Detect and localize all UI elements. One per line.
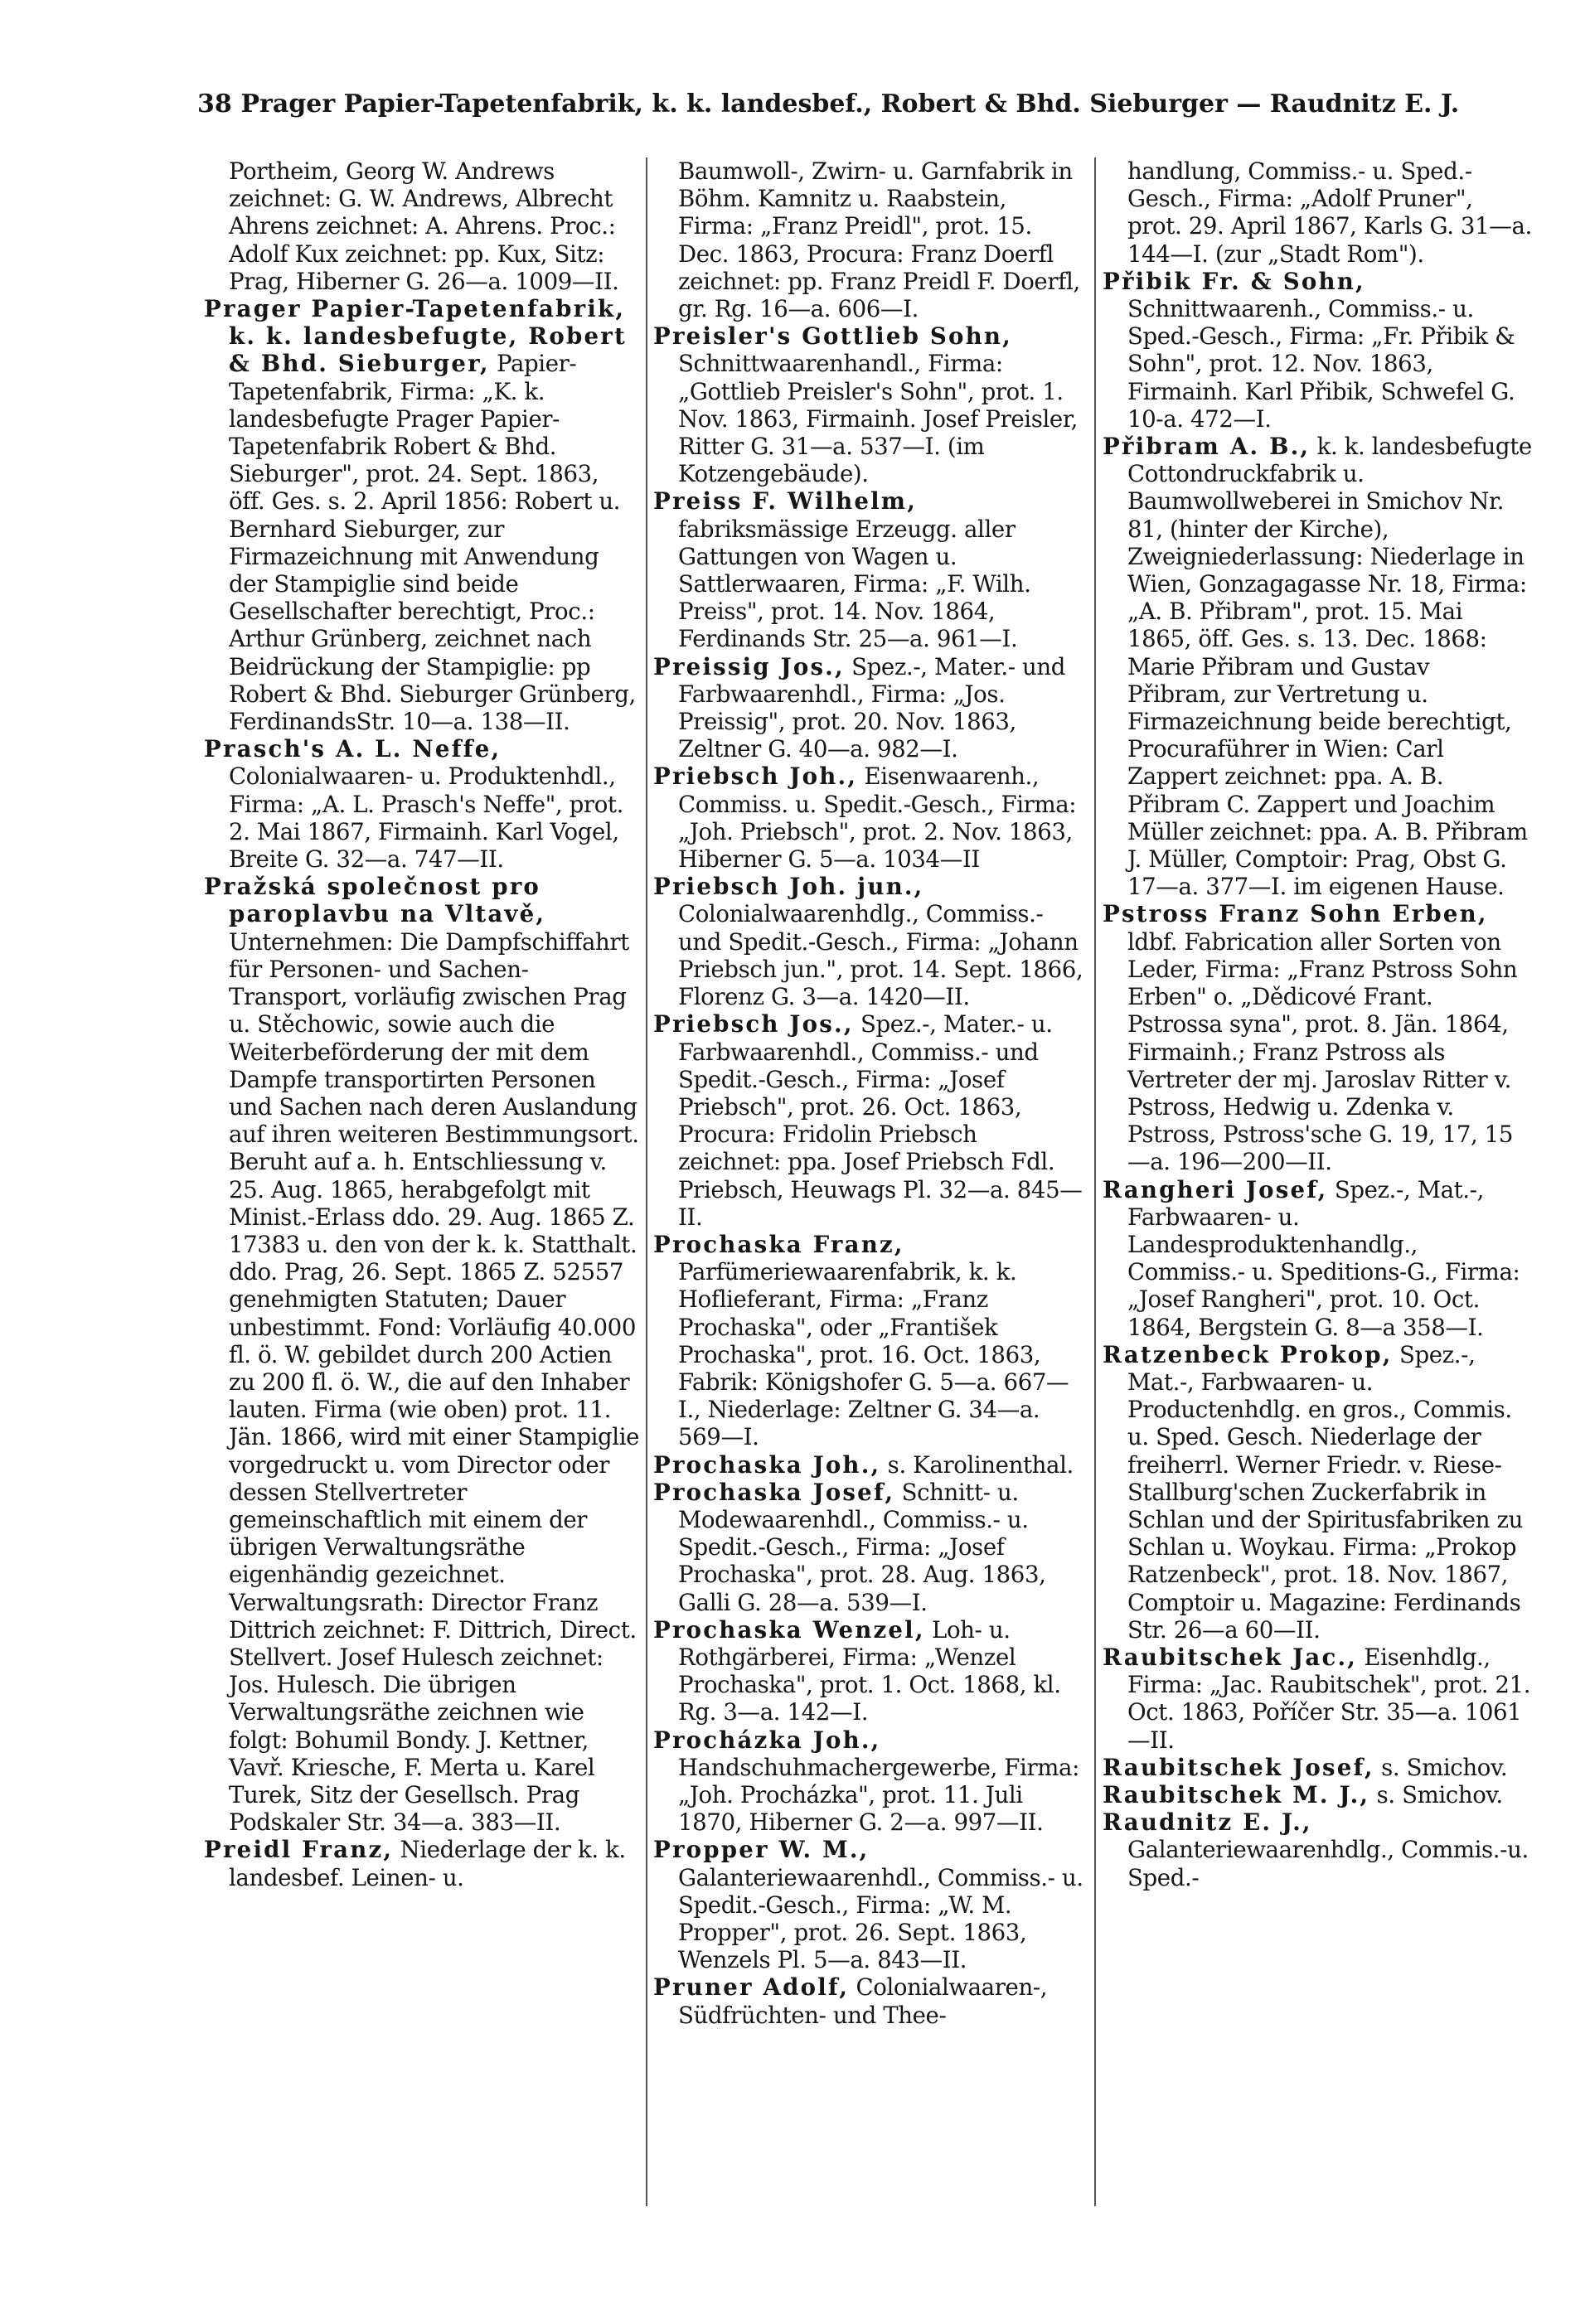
entry-name: Prochaska Franz, xyxy=(653,1230,904,1258)
entry-text: Spez.-, Mat.-, Farbwaaren- u. Productenhdlg. en gros., Commis. u. Sped. Gesch. Niederlage der freiherrl. Werner Friedr. v. Riese-Stallburg'schen Zuckerfabrik in Schlan und der Spiritusfabriken zu Schlan u. Woykau. Firma: „Prokop Ratzenbeck", prot. 18. Nov. 1867, Comptoir u. Magazine: Ferdinands Str. 26—a 60—II. xyxy=(1127,1340,1523,1644)
entry-text: Loh- u. Rothgärberei, Firma: „Wenzel Prochaska", prot. 1. Oct. 1868, kl. Rg. 3—a. 142—I. xyxy=(678,1615,1061,1726)
directory-entry xyxy=(204,295,640,735)
directory-entry xyxy=(653,763,1084,873)
entry-name: Pruner Adolf, xyxy=(653,1973,850,2002)
entry-text: fabriksmässige Erzeugg. aller Gattungen von Wagen u. Sattlerwaaren, Firma: „F. Wilh. Preiss", prot. 14. Nov. 1864, Ferdinands Str. 25—a. 961—I. xyxy=(678,515,1031,653)
entry-text: Schnittwaarenhandl., Firma: „Gottlieb Preisler's Sohn", prot. 1. Nov. 1863, Firmainh. Josef Preisler, Ritter G. 31—a. 537—I. (im Kotzengebäude). xyxy=(678,350,1078,488)
entry-name: Rangheri Josef, xyxy=(1103,1175,1328,1203)
entry-text: Handschuhmachergewerbe, Firma: „Joh. Procházka", prot. 11. Juli 1870, Hiberner G. 2—a. 997—II. xyxy=(678,1753,1079,1837)
entry-name: Prager Papier-Tapetenfabrik, k. k. landesbefugte, Robert & Bhd. Sieburger, xyxy=(204,295,627,378)
entry-text: Eisenwaarenh., Commiss. u. Spedit.-Gesch., Firma: „Joh. Priebsch", prot. 2. Nov. 1863, Hiberner G. 5—a. 1034—II xyxy=(678,763,1077,874)
entry-continuation xyxy=(653,157,1084,322)
directory-entry xyxy=(204,873,640,1836)
directory-entry xyxy=(653,1451,1084,1479)
entry-text: Unternehmen: Die Dampfschiffahrt für Personen- und Sachen-Transport, vorläufig zwischen Prag u. Stěchowic, sowie auch die Weiterbeförderung der mit dem Dampfe transportirten Personen und Sachen nach deren Auslandung auf ihren weiteren Bestimmungsort. Beruht auf a. h. Entschliessung v. 25. Aug. 1865, herabgefolgt mit Minist.-Erlass ddo. 29. Aug. 1865 Z. 17383 u. den von der k. k. Statthalt. ddo. Prag, 26. Sept. 1865 Z. 52557 genehmigten Statuten; Dauer unbestimmt. Fond: Vorläufig 40.000 fl. ö. W. gebildet durch 200 Actien zu 200 fl. ö. W., die auf den Inhaber lauten. Firma (wie oben) prot. 11. Jän. 1866, wird mit einer Stampiglie vorgedruckt u. vom Director oder dessen Stellvertreter gemeinschaftlich mit einem der übrigen Verwaltungsräthe eigenhändig gezeichnet. Verwaltungsrath: Director Franz Dittrich zeichnet: F. Dittrich, Direct. Stellvert. Josef Hulesch zeichnet: Jos. Hulesch. Die übrigen Verwaltungsräthe zeichnen wie folgt: Bohumil Bondy. J. Kettner, Vavř. Kriesche, F. Merta u. Karel Turek, Sitz der Gesellsch. Prag Podskaler Str. 34—a. 383—II. xyxy=(229,927,640,1837)
column-left xyxy=(204,157,640,1891)
directory-entry xyxy=(653,873,1084,1010)
directory-entry xyxy=(1103,1808,1532,1891)
entry-text: ldbf. Fabrication aller Sorten von Leder, Firma: „Franz Pstross Sohn Erben" o. „Dědicové Frant. Pstrossa syna", prot. 8. Jän. 1864, Firmainh.; Franz Pstross als Vertreter der mj. Jaroslav Ritter v. Pstross, Hedwig u. Zdenka v. Pstross, Pstross'sche G. 19, 17, 15—a. 196—200—II. xyxy=(1127,927,1518,1176)
entry-text: Colonialwaaren-, Südfrüchten- und Thee- xyxy=(678,1973,1048,2029)
directory-entry xyxy=(1103,1644,1532,1754)
entry-text: Portheim, Georg W. Andrews zeichnet: G. W. Andrews, Albrecht Ahrens zeichnet: A. Ahrens. Proc.: Adolf Kux zeichnet: pp. Kux, Sitz: Prag, Hiberner G. 26—a. 1009—II. xyxy=(229,157,619,295)
entry-name: Raubitschek Jac., xyxy=(1103,1643,1358,1671)
entry-name: Ratzenbeck Prokop, xyxy=(1103,1340,1393,1368)
directory-entry xyxy=(1103,900,1532,1175)
entry-text: Spez.-, Mat.-, Farbwaaren- u. Landesproduktenhandlg., Commiss.- u. Speditions-G., Firma: „Josef Rangheri", prot. 10. Oct. 1864, Bergstein G. 8—a 358—I. xyxy=(1127,1175,1520,1341)
directory-entry xyxy=(653,1726,1084,1837)
entry-text: s. Smichov. xyxy=(1374,1753,1508,1781)
directory-entry xyxy=(653,1231,1084,1451)
entry-name: Prochaska Wenzel, xyxy=(653,1615,925,1644)
entry-text: handlung, Commiss.- u. Sped.-Gesch., Firma: „Adolf Pruner", prot. 29. April 1867, Karls G. 31—a. 144—I. (zur „Stadt Rom"). xyxy=(1127,157,1532,268)
directory-entry xyxy=(653,1973,1084,2028)
entry-name: Priebsch Jos., xyxy=(653,1010,854,1039)
entry-name: Preissig Jos., xyxy=(653,652,845,680)
directory-entry xyxy=(653,322,1084,487)
directory-entry xyxy=(1103,1754,1532,1781)
entry-name: Priebsch Joh., xyxy=(653,763,858,791)
entry-text: s. Karolinenthal. xyxy=(880,1450,1074,1479)
directory-entry xyxy=(204,735,640,873)
directory-entry xyxy=(653,1479,1084,1616)
entry-text: Parfümeriewaarenfabrik, k. k. Hoflieferant, Firma: „Franz Prochaska", oder „František Prochaska", prot. 16. Oct. 1863, Fabrik: Königshofer G. 5—a. 667—I., Niederlage: Zeltner G. 34—a. 569—I. xyxy=(678,1258,1069,1451)
entry-name: Propper W. M., xyxy=(653,1836,870,1864)
entry-continuation xyxy=(1103,157,1532,268)
entry-name: Preisler's Gottlieb Sohn, xyxy=(653,322,1012,351)
entry-name: Preidl Franz, xyxy=(204,1836,394,1864)
directory-entry xyxy=(204,1836,640,1891)
directory-entry xyxy=(1103,433,1532,900)
entry-name: Prochaska Josef, xyxy=(653,1478,895,1506)
entry-name: Raudnitz E. J., xyxy=(1103,1808,1312,1837)
column-right xyxy=(1103,157,1532,1891)
entry-name: Raubitschek Josef, xyxy=(1103,1753,1374,1781)
entry-name: Pstross Franz Sohn Erben, xyxy=(1103,900,1488,928)
directory-entry xyxy=(653,487,1084,652)
entry-name: Raubitschek M. J., xyxy=(1103,1780,1370,1808)
entry-text: Galanteriewaarenhdlg., Commis.-u. Sped.- xyxy=(1127,1836,1529,1891)
directory-entry xyxy=(653,1836,1084,1973)
entry-text: Galanteriewaarenhdl., Commiss.- u. Spedit.-Gesch., Firma: „W. M. Propper", prot. 26. Sept. 1863, Wenzels Pl. 5—a. 843—II. xyxy=(678,1863,1083,1974)
entry-name: Priebsch Joh. jun., xyxy=(653,873,924,901)
running-head-title: Prager Papier-Tapetenfabrik, k. k. landesbef., Robert & Bhd. Sieburger — Raudnitz E. J. xyxy=(240,90,1460,119)
entry-name: Přibik Fr. & Sohn, xyxy=(1103,267,1365,295)
entry-name: Prasch's A. L. Neffe, xyxy=(204,735,502,763)
directory-entry xyxy=(1103,268,1532,433)
directory-entry xyxy=(653,1616,1084,1726)
directory-entry xyxy=(1103,1781,1532,1808)
entry-text: Spez.-, Mater.- und Farbwaarenhdl., Firma: „Jos. Preissig", prot. 20. Nov. 1863, Zeltner G. 40—a. 982—I. xyxy=(678,652,1065,763)
entry-text: Papier-Tapetenfabrik, Firma: „K. k. landesbefugte Prager Papier-Tapetenfabrik Robert & Bhd. Sieburger", prot. 24. Sept. 1863, öff. Ges. s. 2. April 1856: Robert u. Bernhard Sieburger, zur Firmazeichnung mit Anwendung der Stampiglie sind beide Gesellschafter berechtigt, Proc.: Arthur Grünberg, zeichnet nach Beidrückung der Stampiglie: pp Robert & Bhd. Sieburger Grünberg, FerdinandsStr. 10—a. 138—II. xyxy=(229,350,636,736)
entry-continuation xyxy=(204,157,640,295)
entry-text: Baumwoll-, Zwirn- u. Garnfabrik in Böhm. Kamnitz u. Raabstein, Firma: „Franz Preidl", prot. 15. Dec. 1863, Procura: Franz Doerfl zeichnet: pp. Franz Preidl F. Doerfl, gr. Rg. 16—a. 606—I. xyxy=(678,157,1080,323)
entry-text: Niederlage der k. k. landesbef. Leinen- u. xyxy=(229,1836,626,1891)
page-number: 38 xyxy=(197,90,232,119)
directory-entry xyxy=(653,653,1084,763)
entry-name: Preiss F. Wilhelm, xyxy=(653,487,918,516)
column-middle xyxy=(653,157,1084,2029)
entry-text: Colonialwaaren- u. Produktenhdl., Firma: „A. L. Prasch's Neffe", prot. 2. Mai 1867, Firmainh. Karl Vogel, Breite G. 32—a. 747—II. xyxy=(229,763,623,874)
entry-name: Přibram A. B., xyxy=(1103,433,1311,461)
column-divider xyxy=(1094,157,1096,2206)
column-divider xyxy=(646,157,647,2206)
entry-text: Schnitt- u. Modewaarenhdl., Commiss.- u. Spedit.-Gesch., Firma: „Josef Prochaska", prot. 28. Aug. 1863, Galli G. 28—a. 539—I. xyxy=(678,1478,1046,1616)
directory-entry xyxy=(653,1010,1084,1231)
entry-text: s. Smichov. xyxy=(1369,1780,1503,1808)
entry-text: Schnittwaarenh., Commiss.- u. Sped.-Gesch., Firma: „Fr. Přibik & Sohn", prot. 12. Nov. 1863, Firmainh. Karl Přibik, Schwefel G. 10-a. 472—I. xyxy=(1127,295,1515,433)
entry-name: Procházka Joh., xyxy=(653,1726,881,1754)
directory-entry xyxy=(1103,1176,1532,1341)
entry-name: Prochaska Joh., xyxy=(653,1450,881,1479)
entry-text: Colonialwaarenhdlg., Commiss.- und Spedit.-Gesch., Firma: „Johann Priebsch jun.", prot. 14. Sept. 1866, Florenz G. 3—a. 1420—II. xyxy=(678,900,1083,1011)
running-head xyxy=(197,86,1491,123)
entry-text: k. k. landesbefugte Cottondruckfabrik u. Baumwollweberei in Smichov Nr. 81, (hinter der Kirche), Zweigniederlassung: Niederlage in Wien, Gonzagagasse Nr. 18, Firma: „A. B. Přibram", prot. 15. Mai 1865, öff. Ges. s. 13. Dec. 1868: Marie Přibram und Gustav Přibram, zur Vertretung u. Firmazeichnung beide berechtigt, Procuraführer in Wien: Carl Zappert zeichnet: ppa. A. B. Přibram C. Zappert und Joachim Müller zeichnet: ppa. A. B. Přibram J. Müller, Comptoir: Prag, Obst G. 17—a. 377—I. im eigenen Hause. xyxy=(1127,433,1532,901)
entry-text: Eisenhdlg., Firma: „Jac. Raubitschek", prot. 21. Oct. 1863, Poříčer Str. 35—a. 1061—II. xyxy=(1127,1643,1531,1754)
entry-name: Pražská společnost pro paroplavbu na Vltavě, xyxy=(204,873,546,928)
entry-text: Spez.-, Mater.- u. Farbwaarenhdl., Commiss.- und Spedit.-Gesch., Firma: „Josef Priebsch", prot. 26. Oct. 1863, Procura: Fridolin Priebsch zeichnet: ppa. Josef Priebsch Fdl. Priebsch, Heuwags Pl. 32—a. 845—II. xyxy=(678,1010,1083,1231)
directory-entry xyxy=(1103,1341,1532,1644)
